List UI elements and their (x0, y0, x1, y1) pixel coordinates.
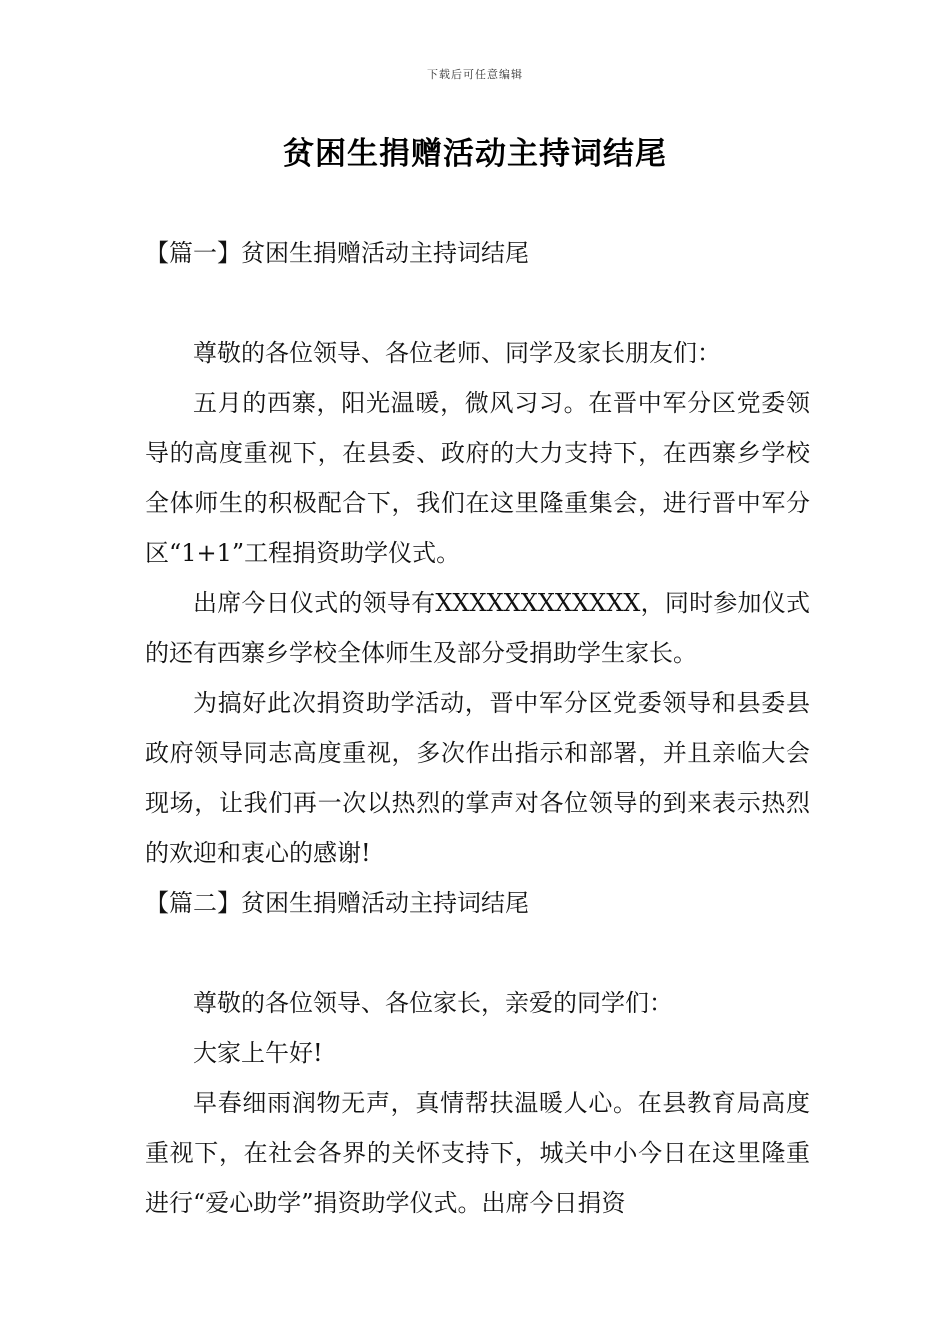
paragraph: 尊敬的各位领导、各位家长，亲爱的同学们： (193, 989, 673, 1017)
paragraph: 为搞好此次捐资助学活动，晋中军分区党委领导和县委县政府领导同志高度重视，多次作出指示和部署，并且亲临大会现场，让我们再一次以热烈的掌声对各位领导的到来表示热烈的欢迎和衷心的感谢! (145, 689, 810, 867)
document-body (145, 228, 810, 1228)
section-heading-2: 【篇二】贫困生捐赠活动主持词结尾 (145, 889, 529, 917)
document-title: 贫困生捐赠活动主持词结尾 (283, 136, 667, 172)
paragraph: 早春细雨润物无声，真情帮扶温暖人心。在县教育局高度重视下，在社会各界的关怀支持下，城关中小今日在这里隆重进行“爱心助学”捐资助学仪式。出席今日捐资 (145, 1089, 810, 1217)
blank-line (145, 928, 810, 978)
paragraph: 大家上午好! (193, 1039, 323, 1067)
paragraph: 尊敬的各位领导、各位老师、同学及家长朋友们： (193, 339, 721, 367)
paragraph: 五月的西寨，阳光温暖，微风习习。在晋中军分区党委领导的高度重视下，在县委、政府的大力支持下，在西寨乡学校全体师生的积极配合下，我们在这里隆重集会，进行晋中军分区“1+1”工程捐资助学仪式。 (145, 389, 810, 567)
paragraph: 出席今日仪式的领导有XXXXXXXXXXXX，同时参加仪式的还有西寨乡学校全体师生及部分受捐助学生家长。 (145, 589, 810, 667)
section-heading-1: 【篇一】贫困生捐赠活动主持词结尾 (145, 239, 529, 267)
blank-line (145, 278, 810, 328)
header-note: 下载后可任意编辑 (427, 68, 523, 81)
